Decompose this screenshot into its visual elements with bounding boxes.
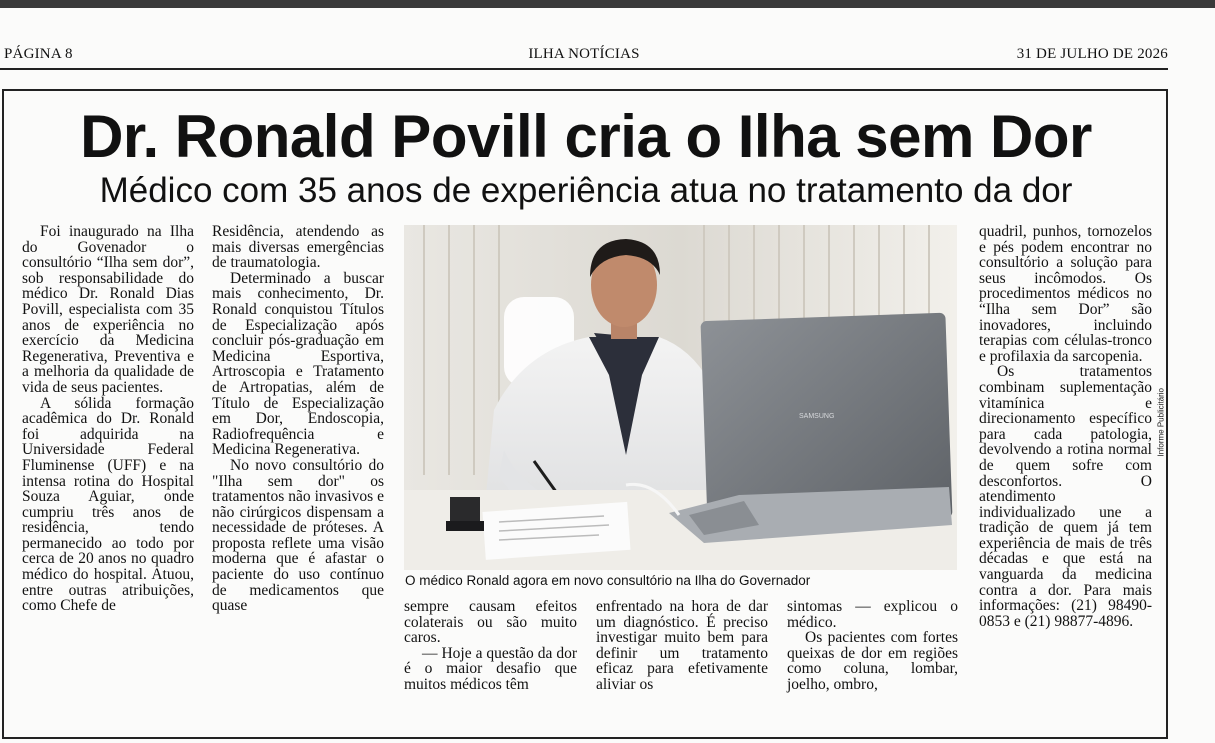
paragraph: Determinado a buscar mais conhecimento, Dr. Ronald conquistou Títulos de Especialização após concluir pós-graduação em Medicina Esportiva, Artroscopia e Tratamento de Artropatias, além de Título de Especialização em Dor, Endoscopia, Radiofrequência e Medicina Regenerativa.: [212, 269, 384, 459]
text-column-2: [212, 224, 384, 614]
paragraph: sempre causam efeitos colaterais ou são muito caros.: [404, 598, 577, 647]
paragraph: Residência, atendendo as mais diversas emergências de traumatologia.: [212, 223, 384, 272]
publication-name: ILHA NOTÍCIAS: [528, 46, 640, 62]
text-column-5: [787, 599, 958, 693]
paragraph: Os tratamentos combinam suplementação vitamínica e direcionamento específico para cada patologia, devolvendo a rotina normal de quem sofre com desconfortos. O atendimento individualizado une a tradição de quem já tem experiência de mais de três décadas e que está na vanguarda da medicina contra a dor. Para mais informações: (21) 98490-0853 e (21) 98877-4896.: [979, 363, 1152, 630]
paragraph: quadril, punhos, tornozelos e pés podem encontrar no consultório a solução para seus incômodos. Os procedimentos médicos no “Ilha sem Dor” são inovadores, incluindo terapias com células-tronco e profilaxia da sarcopenia.: [979, 223, 1152, 365]
advertorial-text: Informe Publicitário: [1156, 388, 1166, 457]
paragraph: Foi inaugurado na Ilha do Govenador o consultório “Ilha sem dor”, sob responsabilidade do médico Dr. Ronald Dias Povill, especialista com 35 anos de experiência no exercício da Medicina Regenerativa, Preventiva e a melhoria da qualidade de vida de seus pacientes.: [22, 223, 194, 396]
headline: Dr. Ronald Povill cria o Ilha sem Dor: [80, 103, 1092, 170]
text-column-6: [979, 224, 1152, 629]
text-column-3: [404, 599, 577, 693]
paragraph: — Hoje a questão da dor é o maior desafio que muitos médicos têm: [404, 644, 577, 693]
paragraph: A sólida formação acadêmica do Dr. Ronald foi adquirida na Universidade Federal Fluminense (UFF) e na intensa rotina do Hospital Souza Aguiar, onde cumpriu três anos de residência, tendo permanecido ao todo por cerca de 20 anos no quadro médico do hospital. Atuou, entre outras atribuições, como Chefe de: [22, 394, 194, 615]
paragraph: sintomas — explicou o médico.: [787, 598, 958, 631]
page-header: [0, 46, 1168, 68]
top-bar: [0, 0, 1215, 8]
advertorial-label: [1154, 360, 1168, 460]
text-column-4: [596, 599, 768, 693]
svg-text:SAMSUNG: SAMSUNG: [799, 413, 835, 420]
issue-date: 31 DE JULHO DE 2026: [1016, 46, 1168, 62]
article-photo: [404, 225, 957, 570]
photo-caption: O médico Ronald agora em novo consultório na Ilha do Governador: [405, 573, 811, 588]
subheadline: Médico com 35 anos de experiência atua no tratamento da dor: [99, 171, 1073, 210]
header-rule: [0, 68, 1168, 70]
text-column-1: [22, 224, 194, 614]
paragraph: enfrentado na hora de dar um diagnóstico. É preciso investigar muito bem para definir um tratamento eficaz para efetivamente aliviar os: [596, 598, 768, 693]
paragraph: No novo consultório do "Ilha sem dor" os tratamentos não invasivos e não cirúrgicos dispensam a necessidade de próteses. A proposta reflete uma visão moderna que é afastar o paciente do uso contínuo de medicamentos que quase: [212, 456, 384, 615]
page-number: PÁGINA 8: [4, 46, 73, 62]
paragraph: Os pacientes com fortes queixas de dor em regiões como coluna, lombar, joelho, ombro,: [787, 629, 958, 693]
